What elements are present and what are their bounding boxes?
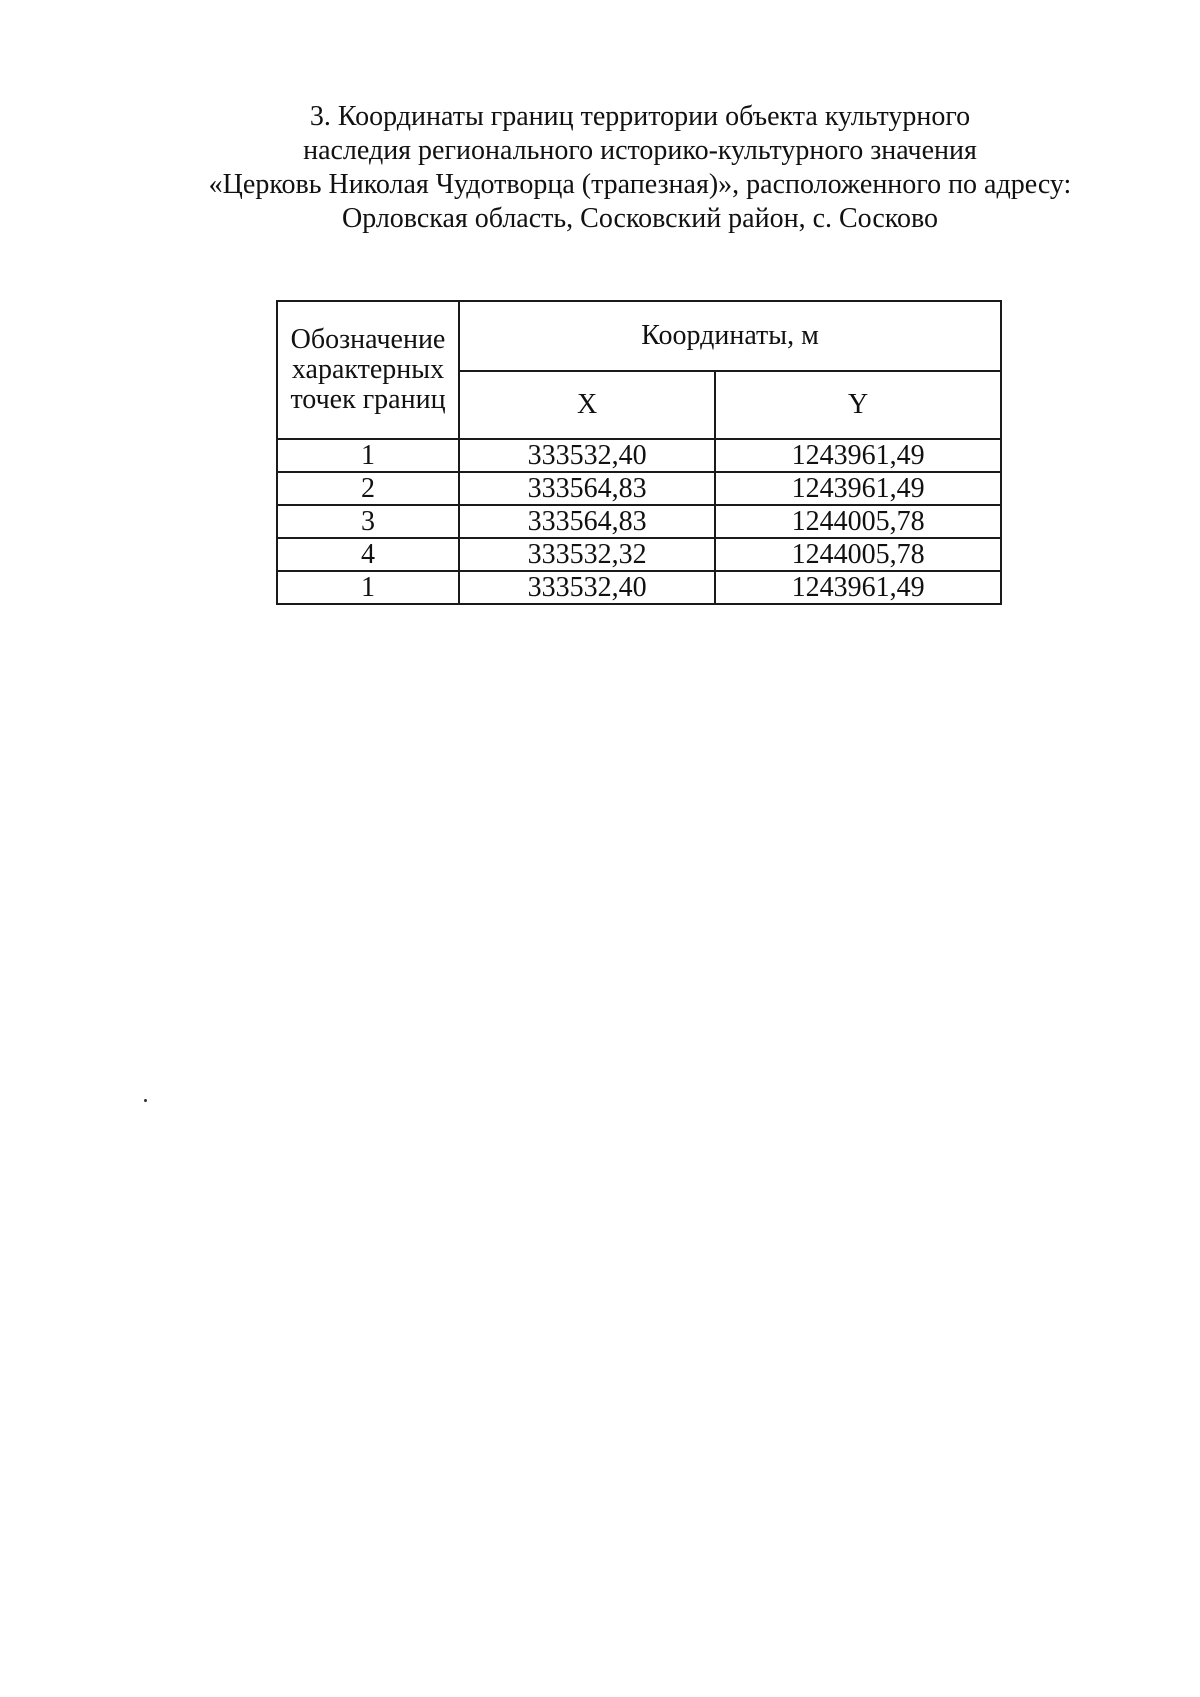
x-cell: 333532,40 [459, 571, 715, 604]
table-row [277, 571, 1001, 604]
document-heading [180, 100, 1100, 236]
scan-dot-mark [144, 1099, 147, 1102]
y-cell: 1243961,49 [715, 472, 1001, 505]
table-row [277, 505, 1001, 538]
point-cell: 1 [277, 571, 459, 604]
table-row [277, 439, 1001, 472]
point-cell: 2 [277, 472, 459, 505]
table-row [277, 472, 1001, 505]
y-cell: 1243961,49 [715, 571, 1001, 604]
y-cell: 1243961,49 [715, 439, 1001, 472]
y-cell: 1244005,78 [715, 538, 1001, 571]
x-cell: 333564,83 [459, 472, 715, 505]
x-cell: 333564,83 [459, 505, 715, 538]
y-cell: 1244005,78 [715, 505, 1001, 538]
coordinates-table [276, 300, 1002, 605]
table-row [277, 538, 1001, 571]
heading-line-1: 3. Координаты границ территории объекта культурного [309, 101, 971, 132]
coordinates-header: Координаты, м [459, 301, 1001, 371]
y-header: Y [715, 371, 1001, 439]
heading-line-4: Орловская область, Сосковский район, с. Сосково [341, 203, 939, 234]
x-cell: 333532,32 [459, 538, 715, 571]
heading-line-3: «Церковь Николая Чудотворца (трапезная)», расположенного по адресу: [208, 169, 1072, 200]
heading-line-2: наследия регионального историко-культурного значения [303, 135, 977, 166]
point-label-header: Обозначение характерных точек границ [277, 301, 459, 439]
point-cell: 4 [277, 538, 459, 571]
x-header: X [459, 371, 715, 439]
x-cell: 333532,40 [459, 439, 715, 472]
point-cell: 1 [277, 439, 459, 472]
point-cell: 3 [277, 505, 459, 538]
